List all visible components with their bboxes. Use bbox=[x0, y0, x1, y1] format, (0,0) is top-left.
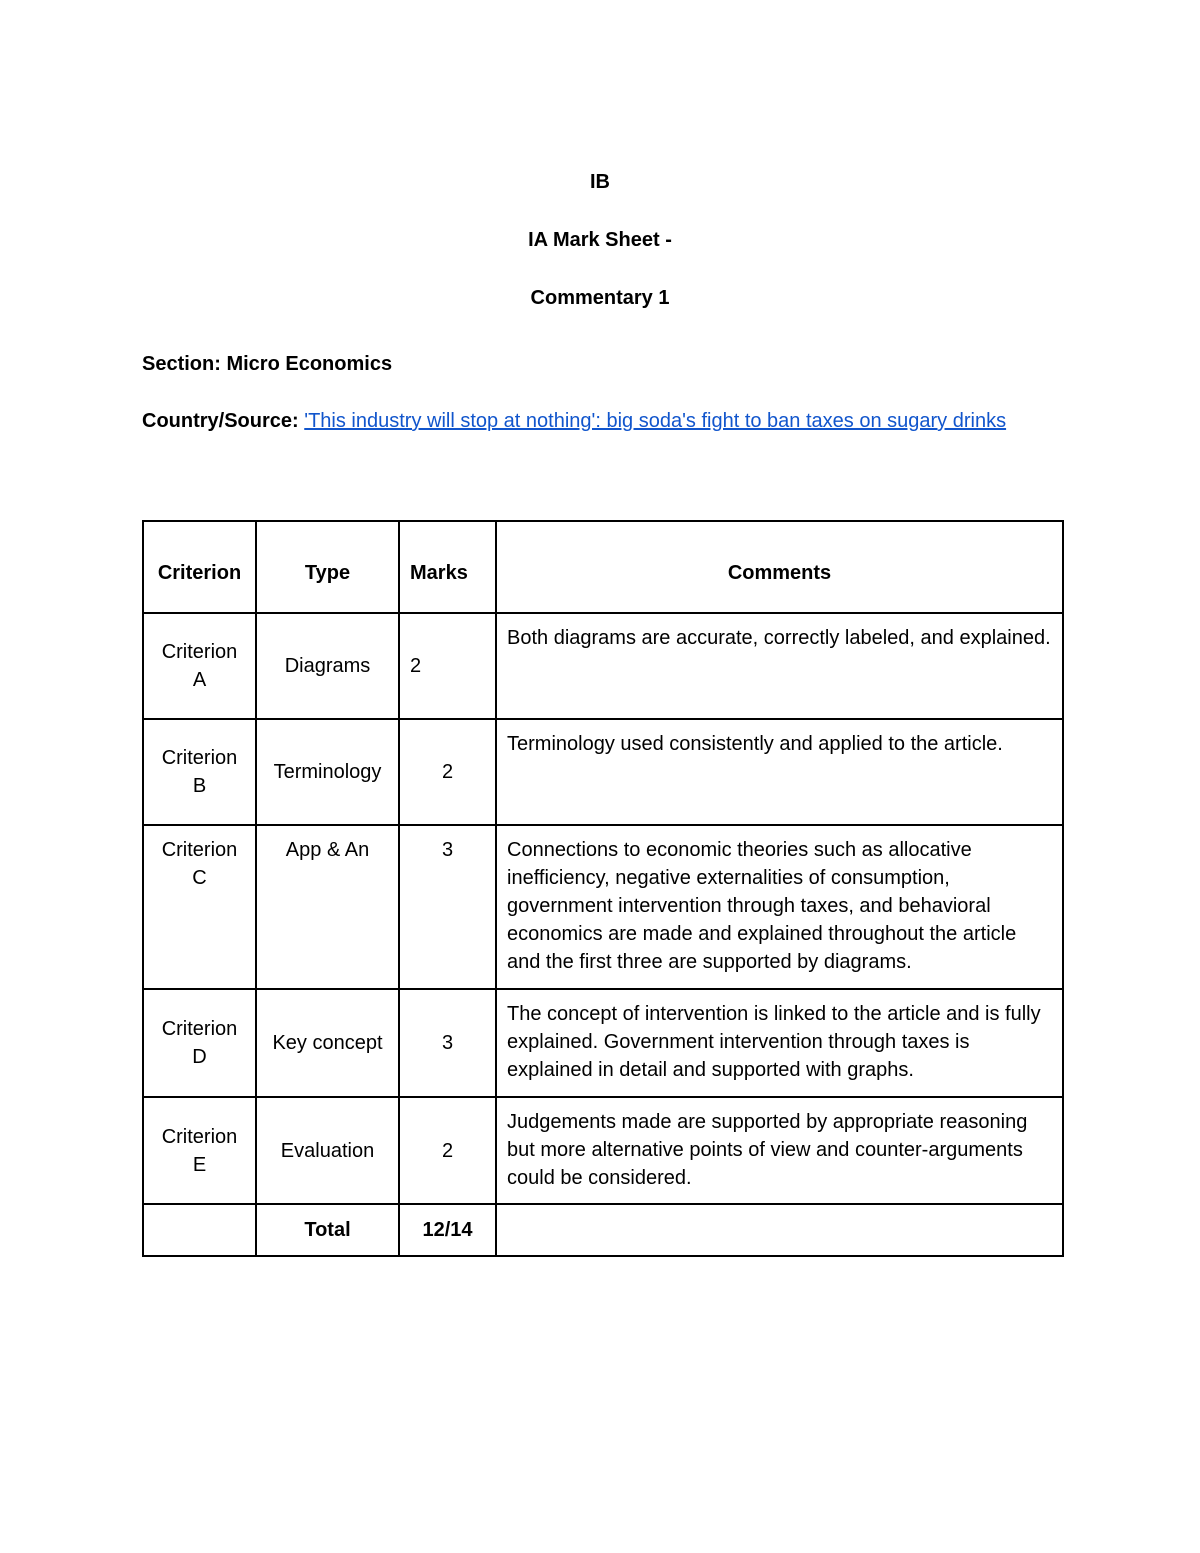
doc-title-ib: IB bbox=[590, 171, 610, 193]
table-row bbox=[143, 719, 1063, 825]
total-label: Total bbox=[256, 1204, 399, 1256]
criterion-cell: Criterion E bbox=[143, 1097, 256, 1204]
section-label: Section: bbox=[142, 353, 221, 375]
comment-cell: The concept of intervention is linked to the article and is fully explained. Government intervention through taxes is explained in detail and supported with graphs. bbox=[496, 989, 1063, 1097]
type-cell: Evaluation bbox=[256, 1097, 399, 1204]
table-row bbox=[143, 989, 1063, 1097]
header-criterion: Criterion bbox=[143, 521, 256, 613]
marks-cell: 2 bbox=[399, 1097, 496, 1204]
header-type: Type bbox=[256, 521, 399, 613]
total-comment-empty-cell bbox=[496, 1204, 1063, 1256]
marks-cell: 3 bbox=[399, 825, 496, 989]
doc-title-mark-sheet: IA Mark Sheet - bbox=[528, 229, 672, 251]
table-header-row bbox=[143, 521, 1063, 613]
criterion-cell: Criterion B bbox=[143, 719, 256, 825]
table-row bbox=[143, 1097, 1063, 1204]
section-value: Micro Economics bbox=[226, 353, 393, 375]
type-cell: Key concept bbox=[256, 989, 399, 1097]
marks-cell: 2 bbox=[399, 719, 496, 825]
type-cell: App & An bbox=[256, 825, 399, 989]
table-row bbox=[143, 825, 1063, 989]
source-line bbox=[142, 407, 1042, 435]
total-value: 12/14 bbox=[399, 1204, 496, 1256]
comment-cell: Terminology used consistently and applied to the article. bbox=[496, 719, 1063, 825]
comment-cell: Both diagrams are accurate, correctly labeled, and explained. bbox=[496, 613, 1063, 719]
total-empty-cell bbox=[143, 1204, 256, 1256]
comment-cell: Connections to economic theories such as allocative inefficiency, negative externalities of consumption, government intervention through taxes, and behavioral economics are made and explained throughout the article and the first three are supported by diagrams. bbox=[496, 825, 1063, 989]
criterion-cell: Criterion A bbox=[143, 613, 256, 719]
comment-cell: Judgements made are supported by appropriate reasoning but more alternative points of view and counter-arguments could be considered. bbox=[496, 1097, 1063, 1204]
marks-cell: 3 bbox=[399, 989, 496, 1097]
type-cell: Diagrams bbox=[256, 613, 399, 719]
mark-table bbox=[142, 520, 1064, 1257]
marks-cell: 2 bbox=[399, 613, 496, 719]
source-label: Country/Source: bbox=[142, 410, 299, 432]
header-marks: Marks bbox=[399, 521, 496, 613]
criterion-cell: Criterion C bbox=[143, 825, 256, 989]
section-line bbox=[142, 350, 1042, 378]
table-total-row bbox=[143, 1204, 1063, 1256]
doc-title-commentary: Commentary 1 bbox=[530, 287, 670, 309]
table-row bbox=[143, 613, 1063, 719]
criterion-cell: Criterion D bbox=[143, 989, 256, 1097]
header-comments: Comments bbox=[496, 521, 1063, 613]
type-cell: Terminology bbox=[256, 719, 399, 825]
source-link[interactable]: 'This industry will stop at nothing': big soda's fight to ban taxes on sugary drinks bbox=[304, 410, 1007, 432]
